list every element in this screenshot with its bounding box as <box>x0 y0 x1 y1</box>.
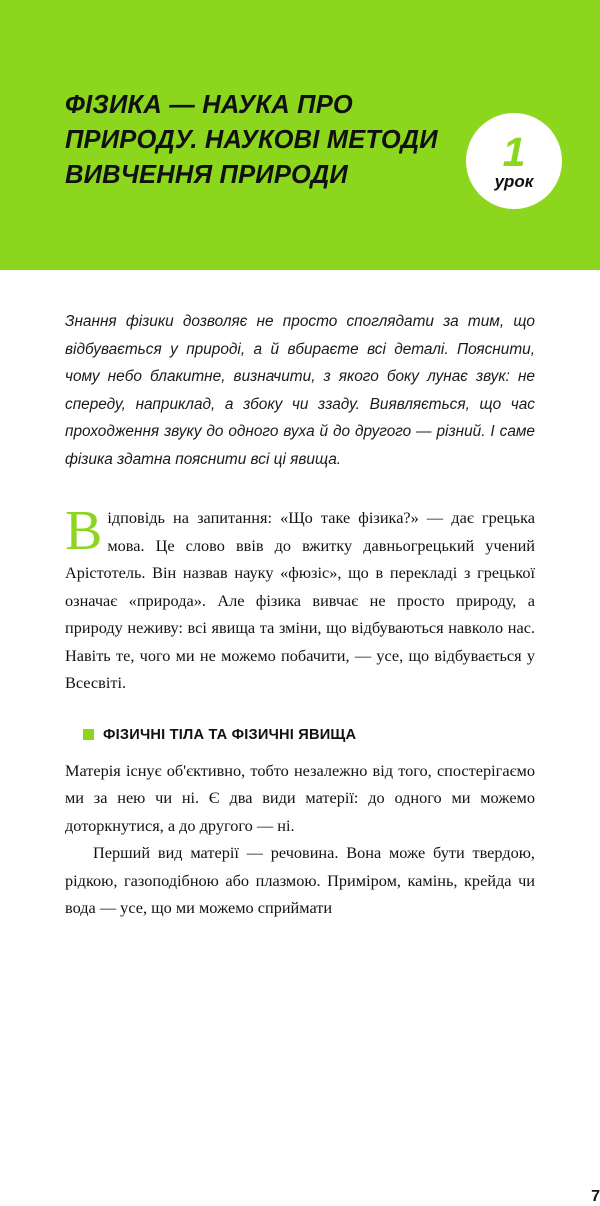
opening-paragraph-block <box>65 500 535 697</box>
page-title: ФІЗИКА — НАУКА ПРО ПРИРОДУ. НАУКОВІ МЕТОДИ ВИВЧЕННЯ ПРИРОДИ <box>65 91 438 189</box>
section-heading <box>65 727 535 743</box>
lesson-number: 1 <box>502 128 526 175</box>
body-paragraph-1: Матерія існує об'єктивно, тобто незалежно від того, спостерігаємо ми за нею чи ні. Є два види матерії: до одного ми можемо доторкнутися, а до другого — ні. <box>65 760 535 835</box>
page-content <box>65 308 600 1205</box>
section-heading-label: ФІЗИЧНІ ТІЛА ТА ФІЗИЧНІ ЯВИЩА <box>103 726 357 743</box>
opening-paragraph-text: ідповідь на запитання: «Що таке фізика?» — дає грецька мова. Це слово ввів до вжитку давньогрецький учений Арістотель. Він назвав науку «фюзіс», що в перекладі з грецької означає «природа». Але фізика вивчає не просто природу, а природу неживу: всі явища та зміни, що відбуваються навколо нас. Навіть те, чого ми не можемо побачити, — усе, що відбувається у Всесвіті. <box>65 508 535 692</box>
square-bullet-icon <box>83 729 94 740</box>
page-number: 7 <box>591 1188 600 1205</box>
intro-paragraph: Знання фізики дозволяє не просто споглядати за тим, що відбувається у природі, а й вбираєте всі деталі. Пояснити, чому небо блакитне, визначити, з якого боку лунає звук: не спереду, наприклад, а збоку чи ззаду. Виявляється, що час проходження звуку до одного вуха й до другого — різний. І саме фізика здатна пояснити всі ці явища. <box>65 313 535 468</box>
header-band <box>0 0 600 270</box>
lesson-badge <box>466 113 562 209</box>
drop-cap: В <box>65 500 103 562</box>
lesson-label: урок <box>494 171 534 191</box>
body-paragraph-2: Перший вид матерії — речовина. Вона може бути твердою, рідкою, газоподібною або плазмою. Приміром, камінь, крейда чи вода — усе, що ми можемо сприймати <box>65 843 535 917</box>
